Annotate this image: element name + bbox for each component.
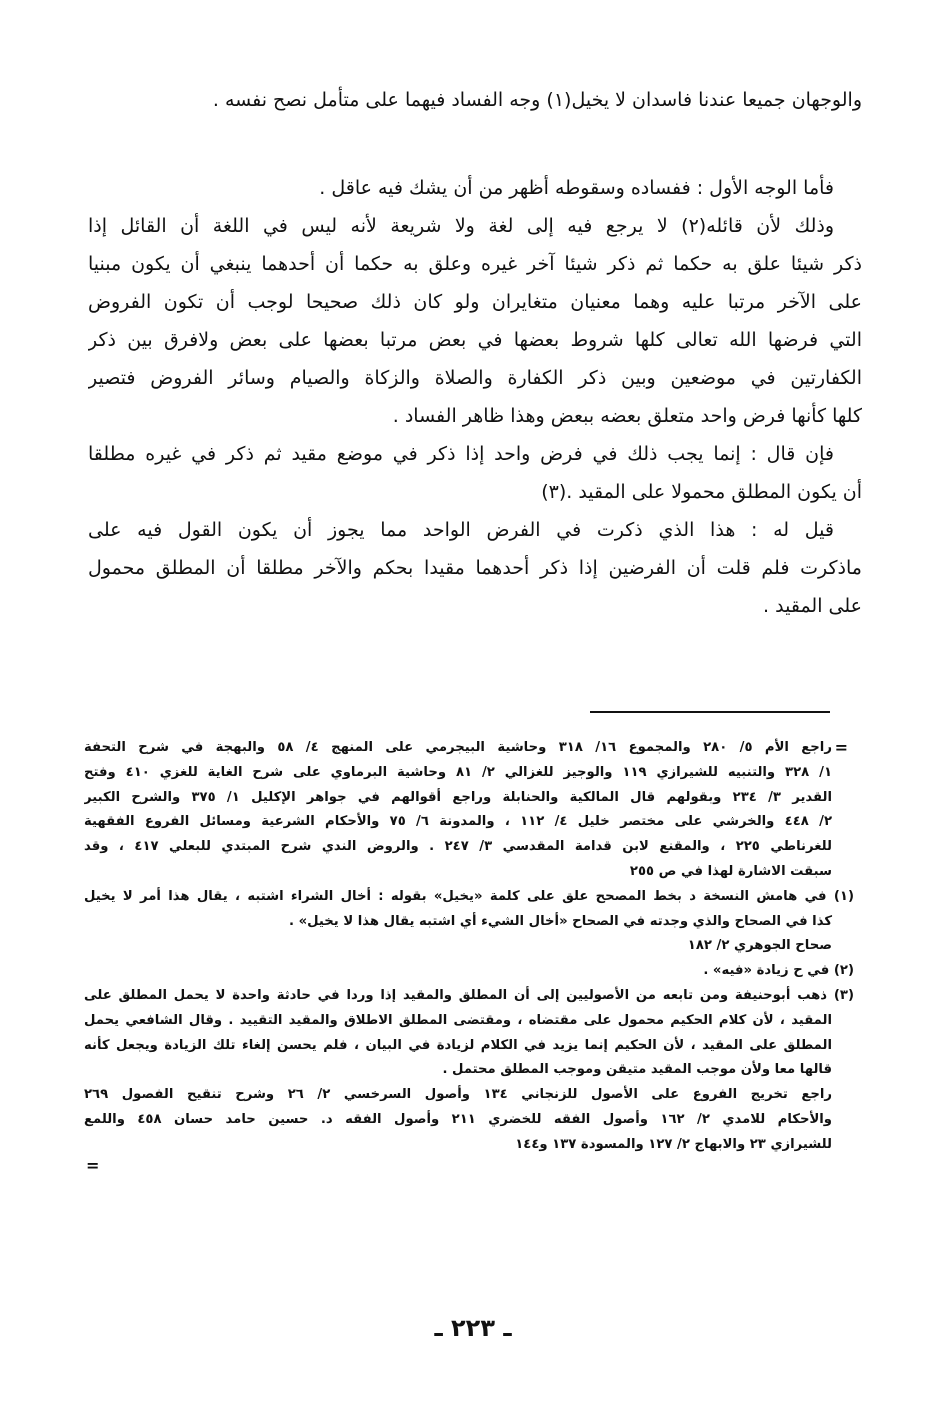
footnote-3: (٣) ذهب أبوحنيفة ومن تابعه من الأصوليين إلى أن المطلق والمقيد إذا وردا في حادثة واحدة لا يحمل المطلق على (84, 987, 854, 1003)
footnote-line: ١/ ٣٢٨ والتنبيه للشيرازي ١١٩ والوجيز للغزالي ٢/ ٨١ وحاشية البرماوي على شرح الغاية للغزي ٤١٠ وفتح (84, 764, 832, 780)
footnote-line: صحاح الجوهري ٢/ ١٨٢ (687, 938, 832, 954)
continuation-mark-top: = (834, 738, 848, 757)
text-line: قيل له : هذا الذي ذكرت في الفرض الواحد مما يجوز أن يكون القول فيه على (88, 519, 834, 541)
main-text (88, 81, 862, 625)
continuation-mark-bottom: = (86, 1156, 100, 1175)
text-line: أن يكون المطلق محمولا على المقيد .(٣) (541, 481, 862, 503)
footnotes (84, 736, 854, 1158)
footnote-line: للشيرازي ٢٣ والابهاج ٢/ ١٢٧ والمسودة ١٣٧ و١٤٤ (515, 1136, 832, 1152)
footnote-line: والأحكام للامدي ٢/ ١٦٢ وأصول الفقه للخضري ٢١١ وأصول الفقه د. حسين حامد حسان ٤٥٨ واللمع (84, 1111, 832, 1127)
footnote-2: (٢) في ح زيادة «فيه» . (703, 963, 854, 979)
text-line: ذكر شيئا علق به حكما ثم ذكر شيئا آخر غيره وعلق به حكما أن أحدهما ينبغي أن يكون مبنيا (88, 253, 862, 275)
footnote-line: القدير ٣/ ٢٣٤ وبقولهم قال المالكية والحنابلة وراجع أقوالهم في جواهر الإكليل ١/ ٣٧٥ والشرح الكبير (84, 789, 832, 805)
text-line: على المقيد . (763, 595, 862, 617)
text-line: والوجهان جميعا عندنا فاسدان لا يخيل(١) وجه الفساد فيهما على متأمل نصح نفسه . (212, 89, 862, 111)
text-line: وذلك لأن قائله(٢) لا يرجع فيه إلى لغة ولا شريعة لأنه ليس في اللغة أن القائل إذا (88, 215, 835, 237)
footnote-line: سبقت الاشارة لهذا في ص ٢٥٥ (629, 863, 832, 879)
footnote-line: المطلق على المقيد ، لأن الحكيم إنما يزيد في الكلام لزيادة في البيان ، فلم يحسن إلغاء تلك الزيادة ويجعل كأنه (84, 1037, 832, 1053)
text-line: الكفارتين في موضعين وبين ذكر الكفارة والصلاة والزكاة والصيام وسائر الفروض فتصير (88, 367, 862, 389)
text-line: ماذكرت فلم قلت أن الفرضين إذا ذكر أحدهما مقيدا بحكم والآخر مطلقا أن المطلق محمول (88, 557, 862, 579)
text-line: فأما الوجه الأول : ففساده وسقوطه أظهر من أن يشك فيه عاقل . (319, 177, 834, 199)
footnote-line: للغرناطي ٢٢٥ ، والمقنع لابن قدامة المقدسي ٣/ ٢٤٧ . والروض الندي شرح المبتدي للبعلي ٤١٧ ، وقد (84, 839, 832, 855)
paragraph-gap (88, 119, 862, 169)
footnote-line: راجع الأم ٥/ ٢٨٠ والمجموع ١٦/ ٣١٨ وحاشية البيجرمي على المنهج ٤/ ٥٨ والبهجة في شرح التحفة (84, 740, 832, 755)
text-line: على الآخر مرتبا عليه وهما معنيان متغايران ولو كان ذلك صحيحا لوجب أن تكون الفروض (88, 291, 862, 313)
page-number: ـ ٢٢٣ ـ (434, 1314, 512, 1342)
footnote-line: قالها معا ولأن موجب المقيد متيقن وموجب المطلق محتمل . (442, 1062, 832, 1078)
text-line: كلها كأنها فرض واحد متعلق بعضه ببعض وهذا ظاهر الفساد . (392, 405, 862, 427)
text-line: التي فرضها الله تعالى كلها شروط بعضها في بعض مرتبا بعضها على بعض ولافرق بين ذكر (88, 329, 862, 351)
footnote-line: راجع تخريج الفروع على الأصول للزنجاني ١٣٤ وأصول السرخسي ٢/ ٢٦ وشرح تنقيح الفصول ٢٦٩ (84, 1087, 832, 1103)
footnote-line: كذا في الصحاح والذي وجدته في الصحاح «أخال الشيء أي اشتبه يقال هذا لا يخيل» . (289, 913, 832, 929)
footnote-1: (١) في هامش النسخة د بخط المصحح علق على كلمة «يخيل» بقوله : أخال الشراء اشتبه ، يقال هذا أمر لا يخيل (84, 888, 854, 904)
text-line: فإن قال : إنما يجب ذلك في فرض واحد إذا ذكر في موضع مقيد ثم ذكر في غيره مطلقا (88, 443, 834, 465)
footnote-separator (590, 711, 830, 713)
footnote-line: المقيد ، لأن كلام الحكيم محمول على مقتضاه ، ومقتضى المطلق الاطلاق والمقيد التقييد . وقال الشافعي يحمل (84, 1012, 832, 1028)
footnote-line: ٢/ ٤٤٨ والخرشي على مختصر خليل ٤/ ١١٢ ، والمدونة ٦/ ٧٥ والأحكام الشرعية ومسائل الفروع الفقهية (84, 814, 832, 830)
